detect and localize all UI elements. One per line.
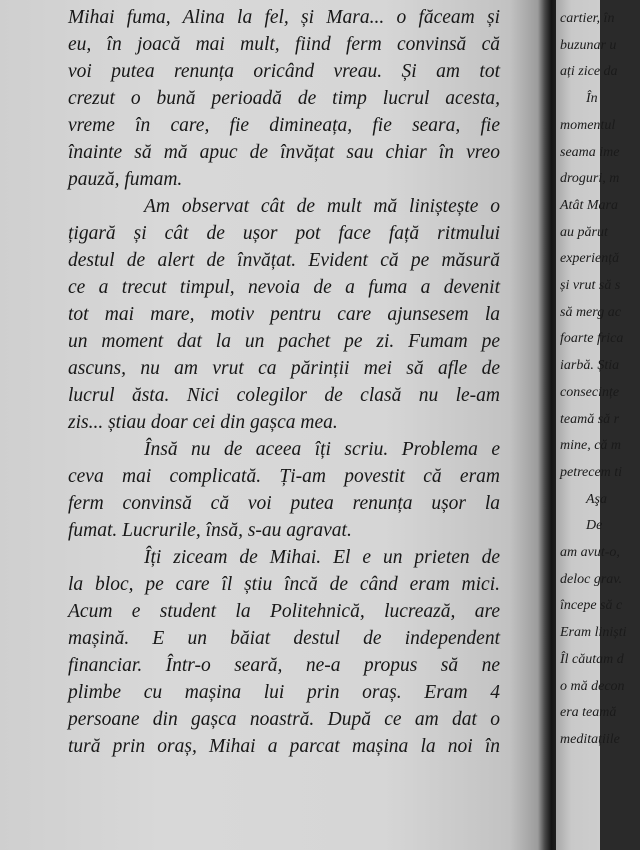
text-line: vreme în care, fie dimineața, fie seara, fie	[68, 115, 500, 136]
text-line: momentul	[560, 117, 616, 133]
text-line: un moment dat la un pachet pe zi. Fumam pe	[68, 331, 500, 352]
text-line: au părut	[560, 224, 608, 240]
text-line: financiar. Într-o seară, ne-a propus să ne	[68, 655, 500, 676]
text-line: ce a trecut timpul, nevoia de a fuma a devenit	[68, 277, 500, 298]
text-line: mașină. E un băiat destul de independent	[68, 628, 500, 649]
text-line: zis... știau doar cei din gașca mea.	[68, 412, 338, 433]
text-line: țigară și cât de ușor pot face față ritmului	[68, 223, 500, 244]
text-line: persoane din gașca noastră. După ce am dat o	[68, 709, 500, 730]
text-line: buzunar u	[560, 37, 617, 53]
text-line: ascuns, nu am vrut ca părinții mei să afle de	[68, 358, 500, 379]
text-line: tot mai mare, motiv pentru care ajunsesem la	[68, 304, 500, 325]
text-line: înainte să mă apuc de învățat sau chiar în vreo	[68, 142, 500, 163]
text-line: deloc grav.	[560, 571, 622, 587]
text-line: Aşa	[586, 491, 607, 507]
text-line: era teamă	[560, 705, 617, 721]
text-line: ferm convinsă că voi putea renunța ușor la	[68, 493, 500, 514]
text-line: crezut o bună perioadă de timp lucrul acesta,	[68, 88, 500, 109]
text-line: ceva mai complicată. Ți-am povestit că eram	[68, 466, 500, 487]
right-page	[556, 0, 627, 850]
text-line: În	[586, 91, 598, 107]
text-line: lucrul ăsta. Nici colegilor de clasă nu le-am	[68, 385, 500, 406]
text-line: fumat. Lucrurile, însă, s-au agravat.	[68, 520, 352, 541]
text-line: o mă decon	[560, 678, 625, 694]
text-line: consecințe	[560, 384, 620, 400]
text-line: Însă nu de aceea îți scriu. Problema e	[144, 439, 500, 460]
text-line: meditațiile	[560, 731, 620, 747]
text-line: începe să c	[560, 598, 623, 614]
text-line: seama ime	[560, 144, 620, 160]
text-line: teamă să r	[560, 411, 620, 427]
text-line: Atât Mara	[560, 197, 618, 213]
text-line: ați zice da	[560, 64, 618, 80]
right-page-text	[560, 6, 640, 754]
left-page-text	[68, 4, 500, 760]
text-line: Eram liniști	[560, 625, 627, 641]
text-line: foarte frica	[560, 331, 624, 347]
text-line: la bloc, pe care îl știu încă de când eram mici.	[68, 574, 500, 595]
text-line: Îl căutam d	[560, 651, 624, 667]
text-line: iarbă. Știa	[560, 358, 620, 374]
text-line: pauză, fumam.	[68, 169, 183, 190]
text-line: plimbe cu mașina lui prin oraș. Eram 4	[68, 682, 500, 703]
text-line: voi putea renunța oricând vreau. Și am tot	[68, 61, 500, 82]
text-line: droguri, m	[560, 171, 620, 187]
text-line: să merg ac	[560, 304, 621, 320]
text-line: De	[586, 518, 603, 534]
text-line: Acum e student la Politehnică, lucrează, are	[68, 601, 500, 622]
text-line: Am observat cât de mult mă liniștește o	[144, 196, 500, 217]
text-line: Mihai fuma, Alina la fel, și Mara... o făceam și	[68, 7, 500, 28]
text-line: tură prin oraș, Mihai a parcat mașina la noi în	[68, 736, 500, 757]
text-line: destul de alert de învățat. Evident că pe măsură	[68, 250, 500, 271]
text-line: petrecem ti	[560, 464, 623, 480]
text-line: am avut-o,	[560, 545, 620, 561]
text-line: experiență	[560, 251, 620, 267]
text-line: mine, că m	[560, 438, 622, 454]
text-line: Îți ziceam de Mihai. El e un prieten de	[144, 547, 500, 568]
text-line: eu, în joacă mai mult, fiind ferm convinsă că	[68, 34, 500, 55]
text-line: cartier, în	[560, 11, 615, 26]
text-line: și vrut să s	[560, 278, 621, 294]
